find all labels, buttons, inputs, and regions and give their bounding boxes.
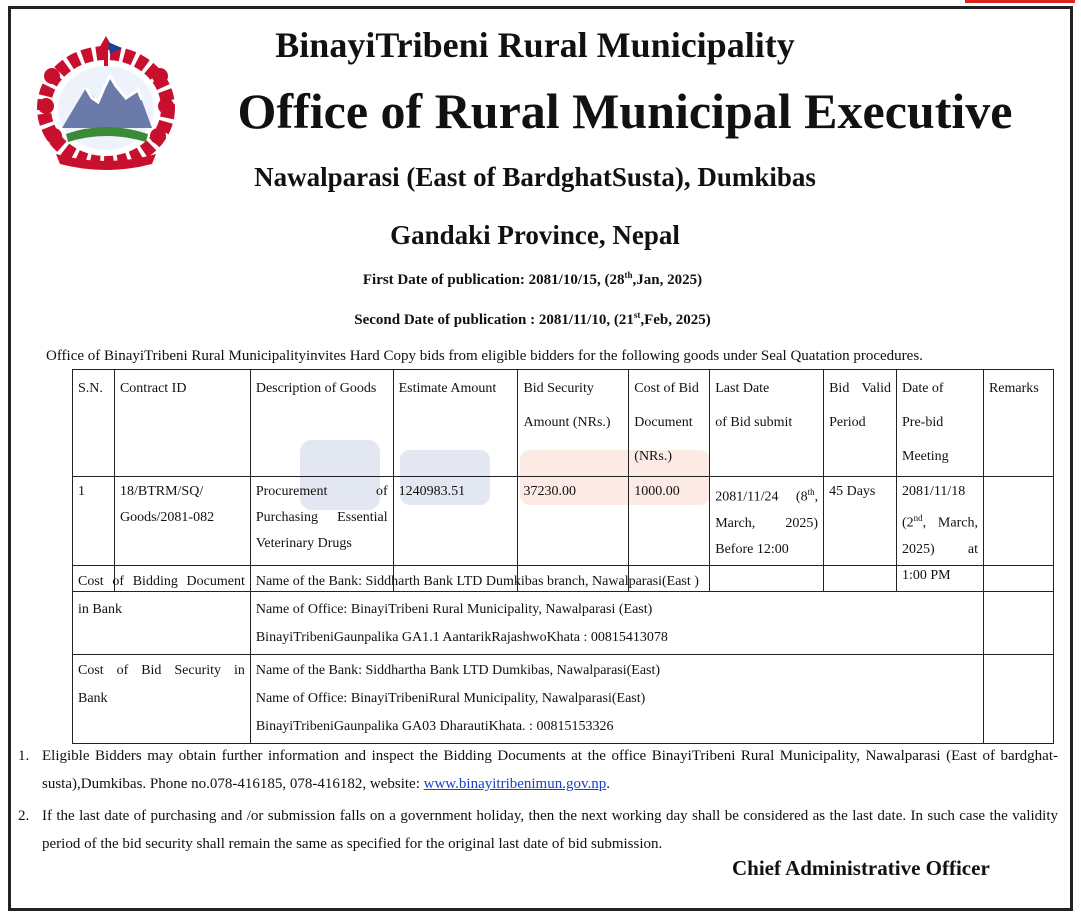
cell-description: Procurement of Purchasing Essential Veterinary Drugs bbox=[250, 477, 393, 592]
bank-security-remarks bbox=[984, 655, 1054, 744]
header-sn: S.N. bbox=[73, 370, 115, 477]
cell-prebid: 2081/11/18 (2nd, March, 2025) at 1:00 PM bbox=[897, 477, 984, 592]
cell-contract-id: 18/BTRM/SQ/ Goods/2081-082 bbox=[114, 477, 250, 592]
cell-sn: 1 bbox=[73, 477, 115, 592]
header-cost-of-bid: Cost of Bid Document (NRs.) bbox=[629, 370, 710, 477]
header-contract-id: Contract ID bbox=[114, 370, 250, 477]
bank-doc-remarks bbox=[984, 566, 1054, 655]
cell-cost: 1000.00 bbox=[629, 477, 710, 592]
cell-last-date: 2081/11/24 (8th, March, 2025) Before 12:00 bbox=[710, 477, 824, 592]
header-prebid: Date of Pre-bid Meeting bbox=[897, 370, 984, 477]
bank-security-details: Name of the Bank: Siddhartha Bank LTD Dumkibas, Nawalparasi(East) Name of Office: BinayiTribeniRural Municipality, Nawalparasi(East) BinayiTribeniGaunpalika GA03 DharautiKhata. : 00815153326 bbox=[250, 655, 983, 744]
municipality-title: BinayiTribeni Rural Municipality bbox=[275, 25, 795, 65]
table-header-row bbox=[73, 370, 1054, 477]
notes-list bbox=[18, 742, 1058, 858]
cell-valid-period: 45 Days bbox=[824, 477, 897, 592]
province-title: Gandaki Province, Nepal bbox=[390, 220, 680, 250]
header-bid-security: Bid Security Amount (NRs.) bbox=[518, 370, 629, 477]
signature-title: Chief Administrative Officer bbox=[732, 856, 990, 880]
first-publication-date: First Date of publication: 2081/10/15, (28th,Jan, 2025) bbox=[362, 270, 703, 288]
bid-table bbox=[72, 369, 1054, 592]
note-item: 2. If the last date of purchasing and /or submission falls on a government holiday, then the next working day shall be considered as the last date. In such case the validity period of the bid security shall remain the same as specified for the original last date of bid submission. bbox=[18, 808, 1058, 852]
header-bid-valid: Bid Valid Period bbox=[824, 370, 897, 477]
header-remarks: Remarks bbox=[983, 370, 1053, 477]
website-link[interactable]: www.binayitribenimun.gov.np bbox=[423, 776, 607, 792]
bank-table bbox=[72, 565, 1054, 744]
header-estimate: Estimate Amount bbox=[393, 370, 518, 477]
address-title: Nawalparasi (East of BardghatSusta), Dumkibas bbox=[254, 162, 816, 192]
header-description: Description of Goods bbox=[250, 370, 393, 477]
cell-bid-security: 37230.00 bbox=[518, 477, 629, 592]
second-publication-date: Second Date of publication : 2081/11/10, (21st,Feb, 2025) bbox=[354, 310, 711, 328]
bank-security-row bbox=[73, 655, 1054, 744]
intro-text: Office of BinayiTribeni Rural Municipalityinvites Hard Copy bids from eligible bidders for the following goods under Seal Quatation procedures. bbox=[46, 348, 923, 364]
bank-doc-details: Name of the Bank: Siddharth Bank LTD Dumkibas branch, Nawalparasi(East ) Name of Office: BinayiTribeni Rural Municipality, Nawalparasi (East) BinayiTribeniGaunpalika GA1.1 AantarikRajashwoKhata : 00815413078 bbox=[250, 566, 983, 655]
bank-doc-row bbox=[73, 566, 1054, 655]
cell-estimate: 1240983.51 bbox=[393, 477, 518, 592]
office-title: Office of Rural Municipal Executive bbox=[237, 83, 1013, 139]
note-item: 1. Eligible Bidders may obtain further information and inspect the Bidding Documents at the office BinayiTribeni Rural Municipality, Nawalparasi (East of bardghat-susta),Dumkibas. Phone no.078-416185, 078-416182, website: www.binayitribenimun.gov.np. bbox=[18, 748, 1058, 792]
header-last-date: Last Date of Bid submit bbox=[710, 370, 824, 477]
top-accent-bar bbox=[965, 0, 1075, 3]
bank-security-label: Cost of Bid Security in Bank bbox=[73, 655, 251, 744]
bank-doc-label: Cost of Bidding Document in Bank bbox=[73, 566, 251, 655]
